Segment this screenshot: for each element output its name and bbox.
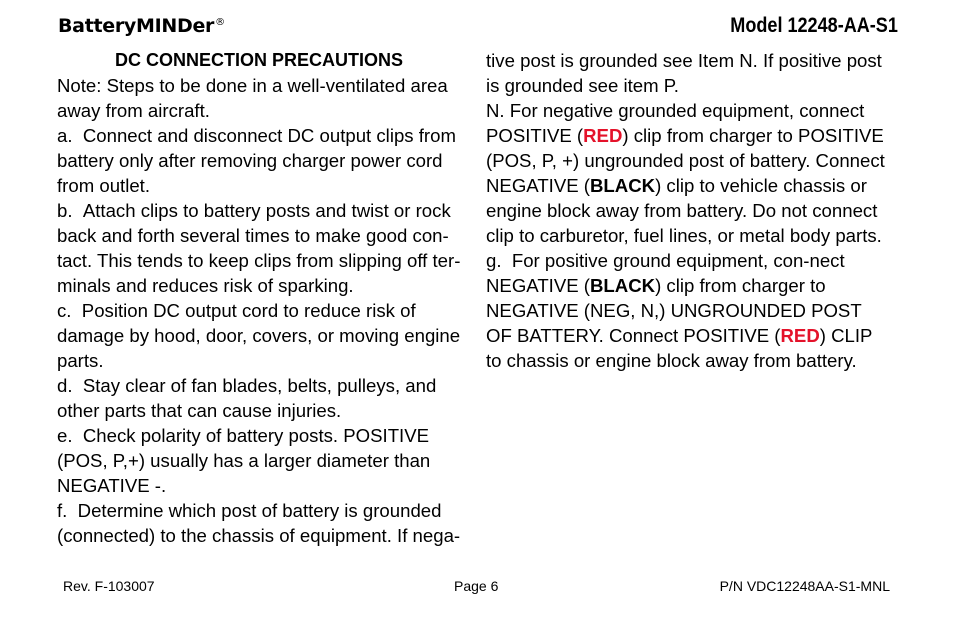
black-label: BLACK xyxy=(590,275,656,296)
precaution-item-g xyxy=(486,248,886,373)
model-title: Model 12248-AA-S1 xyxy=(730,14,898,37)
brand-logo xyxy=(58,15,225,37)
red-label: RED xyxy=(583,125,623,146)
precaution-item-e: e. Check polarity of battery posts. POSITIVE (POS, P,+) usually has a larger diameter than NEGATIVE -. xyxy=(57,425,431,496)
ventilation-note: Note: Steps to be done in a well-ventilated area away from aircraft. xyxy=(57,75,448,121)
black-label: BLACK xyxy=(590,175,656,196)
item-g-text-3: ) CLIP to chassis or engine block away from battery. xyxy=(486,325,873,371)
left-column xyxy=(57,48,467,548)
brand-name: BatteryMINDer xyxy=(58,15,215,37)
page-number: Page 6 xyxy=(454,578,499,594)
item-g-text-1: g. For positive ground equipment, con-nect NEGATIVE ( xyxy=(486,250,845,296)
precaution-item-a: a. Connect and disconnect DC output clips from battery only after removing charger power cord from outlet. xyxy=(57,125,456,196)
precaution-item-d: d. Stay clear of fan blades, belts, pulleys, and other parts that can cause injuries. xyxy=(57,375,437,421)
precaution-item-f: f. Determine which post of battery is grounded (connected) to the chassis of equipment. If nega- xyxy=(57,500,461,546)
item-f-continuation: tive post is grounded see Item N. If positive post is grounded see item P. xyxy=(486,50,882,96)
precaution-item-b: b. Attach clips to battery posts and twist or rock back and forth several times to make good con-tact. This tends to keep clips from slipping off ter-minals and reduces risk of sparking. xyxy=(57,200,461,296)
registered-mark: ® xyxy=(215,16,225,28)
precaution-item-n xyxy=(486,98,886,248)
right-column xyxy=(486,48,886,373)
red-label: RED xyxy=(780,325,820,346)
item-n-text-1: N. For negative grounded equipment, connect POSITIVE ( xyxy=(486,100,865,146)
item-n-text-3: ) clip to vehicle chassis or engine block away from battery. Do not connect clip to carburetor, fuel lines, or metal body parts. xyxy=(486,175,882,246)
item-n-text-2: ) clip from charger to POSITIVE (POS, P, +) ungrounded post of battery. Connect NEGATIVE ( xyxy=(486,125,885,196)
item-g-text-2: ) clip from charger to NEGATIVE (NEG, N,) UNGROUNDED POST OF BATTERY. Connect POSITIVE ( xyxy=(486,275,862,346)
section-heading: DC CONNECTION PRECAUTIONS xyxy=(115,50,404,70)
revision-number: Rev. F-103007 xyxy=(63,578,155,594)
part-number: P/N VDC12248AA-S1-MNL xyxy=(719,578,890,594)
precaution-item-c: c. Position DC output cord to reduce risk of damage by hood, door, covers, or moving engine parts. xyxy=(57,300,461,371)
